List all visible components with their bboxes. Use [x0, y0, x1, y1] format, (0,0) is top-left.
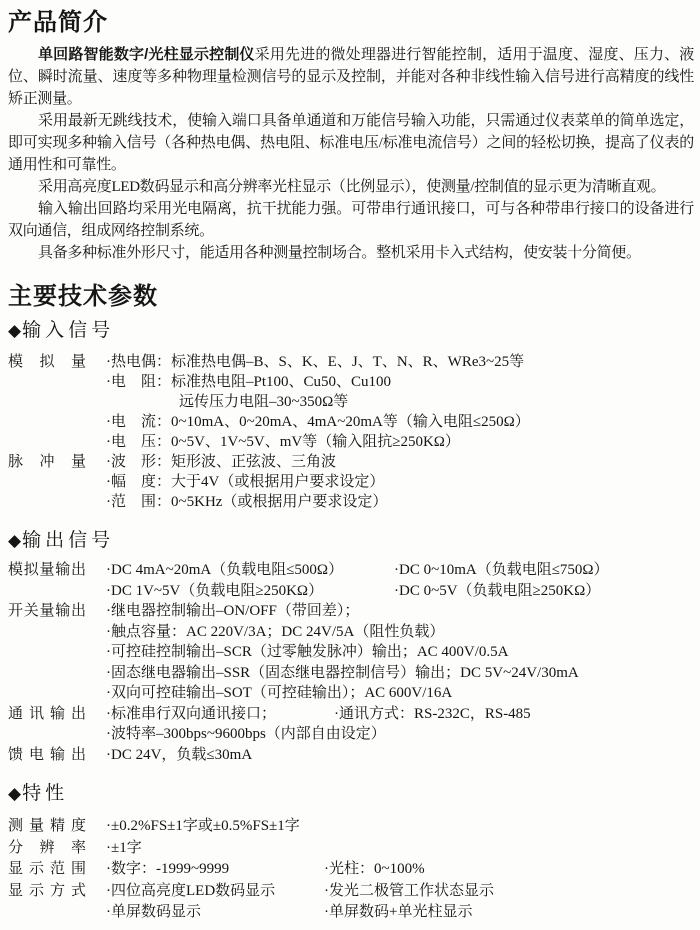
spec-cell: ·数字：-1999~9999	[106, 861, 230, 877]
spec-label-display-mode: 显示方式	[8, 882, 86, 899]
intro-paragraph-5: 具备多种标准外形尺寸，能适用各种测量控制场合。整机采用卡入式结构，使安装十分简便。	[38, 245, 641, 261]
spec-lines	[106, 838, 694, 860]
spec-label-accuracy: 测量精度	[8, 818, 86, 834]
spec-line-display-mode-1	[106, 881, 694, 903]
spec-label-analog: 模拟量	[8, 354, 86, 370]
intro-paragraph-1	[8, 44, 694, 110]
spec-line-sot: ·双向可控硅输出–SOT（可控硅输出）；AC 600V/16A	[106, 685, 453, 701]
spec-line-thermocouple: ·热电偶：标准热电偶–B、S、K、E、J、T、N、R、WRe3~25等	[106, 354, 525, 370]
spec-line-amplitude: ·幅 度：大于4V（或根据用户要求设定）	[106, 474, 385, 490]
spec-lines	[106, 859, 694, 881]
spec-line-display-range	[106, 859, 694, 881]
spec-label-display-range: 显示范围	[8, 861, 86, 877]
spec-line-voltage: ·电 压：0~5V、1V~5V、mV等（输入阻抗≥250KΩ）	[106, 434, 460, 450]
spec-cell: ·单屏数码+单光柱显示	[324, 904, 473, 920]
spec-line-scr: ·可控硅控制输出–SCR（过零触发脉冲）输出；AC 400V/0.5A	[106, 644, 509, 660]
input-spec-table	[8, 352, 694, 512]
spec-lines	[106, 745, 694, 766]
spec-group-display-mode	[8, 881, 694, 924]
spec-line-dc-voltage	[106, 581, 694, 602]
spec-lines	[106, 601, 694, 704]
spec-line-serial-interface	[106, 704, 694, 725]
spec-cell: ·标准串行双向通讯接口；	[106, 705, 276, 722]
spec-line-ssr: ·固态继电器输出–SSR（固态继电器控制信号）输出；DC 5V~24V/30mA	[106, 664, 579, 681]
spec-cell: ·发光二极管工作状态显示	[324, 882, 494, 899]
spec-label-analog-output: 模拟量输出	[8, 562, 86, 578]
product-name-bold: 单回路智能数字/光柱显示控制仪	[38, 46, 255, 63]
spec-line-range: ·范 围：0~5KHz（或根据用户要求设定）	[106, 494, 388, 510]
intro-paragraph-3: 采用高亮度LED数码显示和高分辨率光柱显示（比例显示），使测量/控制值的显示更为清晰直观。	[38, 179, 666, 195]
spec-cell: ·DC 1V~5V（负载电阻≥250KΩ）	[106, 582, 324, 599]
subsection-output-label: 输出信号	[22, 530, 115, 551]
intro-title: 产品简介	[8, 9, 108, 36]
diamond-bullet-icon: ◆	[8, 321, 22, 340]
subsection-feature-heading	[8, 781, 694, 807]
spec-label-comm-output: 通讯输出	[8, 705, 86, 722]
spec-line-remote-pressure: 远传压力电阻–30~350Ω等	[179, 394, 349, 410]
spec-label-pulse: 脉冲量	[8, 454, 86, 470]
diamond-bullet-icon: ◆	[8, 784, 22, 803]
output-spec-table	[8, 560, 694, 765]
diamond-bullet-icon: ◆	[8, 531, 22, 550]
spec-label-switch-output: 开关量输出	[8, 603, 86, 619]
spec-cell: ·DC 0~10mA（负载电阻≤750Ω）	[394, 562, 609, 578]
spec-group-accuracy	[8, 816, 694, 838]
intro-paragraphs	[8, 44, 694, 264]
subsection-output-heading	[8, 528, 694, 554]
spec-label-feed-output: 馈电输出	[8, 746, 86, 763]
spec-lines	[106, 816, 694, 838]
spec-line-accuracy: ·±0.2%FS±1字或±0.5%FS±1字	[106, 818, 300, 834]
document-page	[8, 8, 694, 924]
spec-line-resolution: ·±1字	[106, 839, 142, 856]
spec-lines	[106, 704, 694, 745]
spec-line-waveform: ·波 形：矩形波、正弦波、三角波	[106, 454, 336, 470]
tech-title: 主要技术参数	[8, 283, 158, 310]
spec-label-resolution: 分辨率	[8, 839, 86, 856]
spec-line-relay: ·继电器控制输出–ON/OFF（带回差）；	[106, 603, 360, 619]
feature-spec-table	[8, 816, 694, 924]
spec-line-current: ·电 流：0~10mA、0~20mA、4mA~20mA等（输入电阻≤250Ω）	[106, 414, 530, 430]
spec-cell: ·四位高亮度LED数码显示	[106, 882, 276, 899]
subsection-input-heading	[8, 318, 694, 344]
spec-group-analog-input	[8, 352, 694, 452]
spec-cell: ·通讯方式：RS-232C，RS-485	[334, 705, 531, 722]
intro-paragraph-1-text: 采用先进的微处理器进行智能控制，适用于温度、湿度、压力、液位、瞬时流量、速度等多种物理量检测信号的显示及控制，并能对各种非线性输入信号进行高精度的线性矫正测量。	[8, 47, 694, 107]
spec-lines	[106, 881, 694, 924]
subsection-input-label: 输入信号	[22, 320, 115, 341]
spec-line-contact-capacity: ·触点容量：AC 220V/3A；DC 24V/5A（阻性负载）	[106, 623, 445, 640]
spec-group-display-range	[8, 859, 694, 881]
spec-line-display-mode-2	[106, 902, 694, 924]
spec-cell: ·单屏数码显示	[106, 904, 201, 920]
spec-group-resolution	[8, 838, 694, 860]
spec-cell: ·DC 4mA~20mA（负载电阻≤500Ω）	[106, 562, 344, 578]
spec-line-feed-dc: ·DC 24V，负载≤30mA	[106, 746, 253, 763]
spec-line-resistance: ·电 阻：标准热电阻–Pt100、Cu50、Cu100	[106, 374, 392, 390]
spec-line-dc-current	[106, 560, 694, 581]
spec-lines	[106, 352, 694, 452]
intro-paragraph-2: 采用最新无跳线技术，使输入端口具备单通道和万能信号输入功能，只需通过仪表菜单的简单选定，即可实现多种输入信号（各种热电偶、热电阻、标准电压/标准电流信号）之间的轻松切换，提高了仪表的通用性和可靠性。	[8, 113, 694, 173]
spec-group-feed-output	[8, 745, 694, 766]
spec-group-pulse-input	[8, 452, 694, 512]
spec-line-baud-rate: ·波特率–300bps~9600bps（内部自由设定）	[106, 726, 386, 742]
spec-lines	[106, 452, 694, 512]
spec-group-analog-output	[8, 560, 694, 601]
spec-group-switch-output	[8, 601, 694, 704]
spec-cell: ·DC 0~5V（负载电阻≥250KΩ）	[394, 582, 601, 599]
subsection-feature-label: 特性	[22, 783, 69, 804]
intro-paragraph-4: 输入输出回路均采用光电隔离，抗干扰能力强。可带串行通讯接口，可与各种带串行接口的设备进行双向通信，组成网络控制系统。	[8, 201, 694, 239]
spec-cell: ·光柱：0~100%	[324, 861, 425, 877]
spec-lines	[106, 560, 694, 601]
spec-group-comm-output	[8, 704, 694, 745]
